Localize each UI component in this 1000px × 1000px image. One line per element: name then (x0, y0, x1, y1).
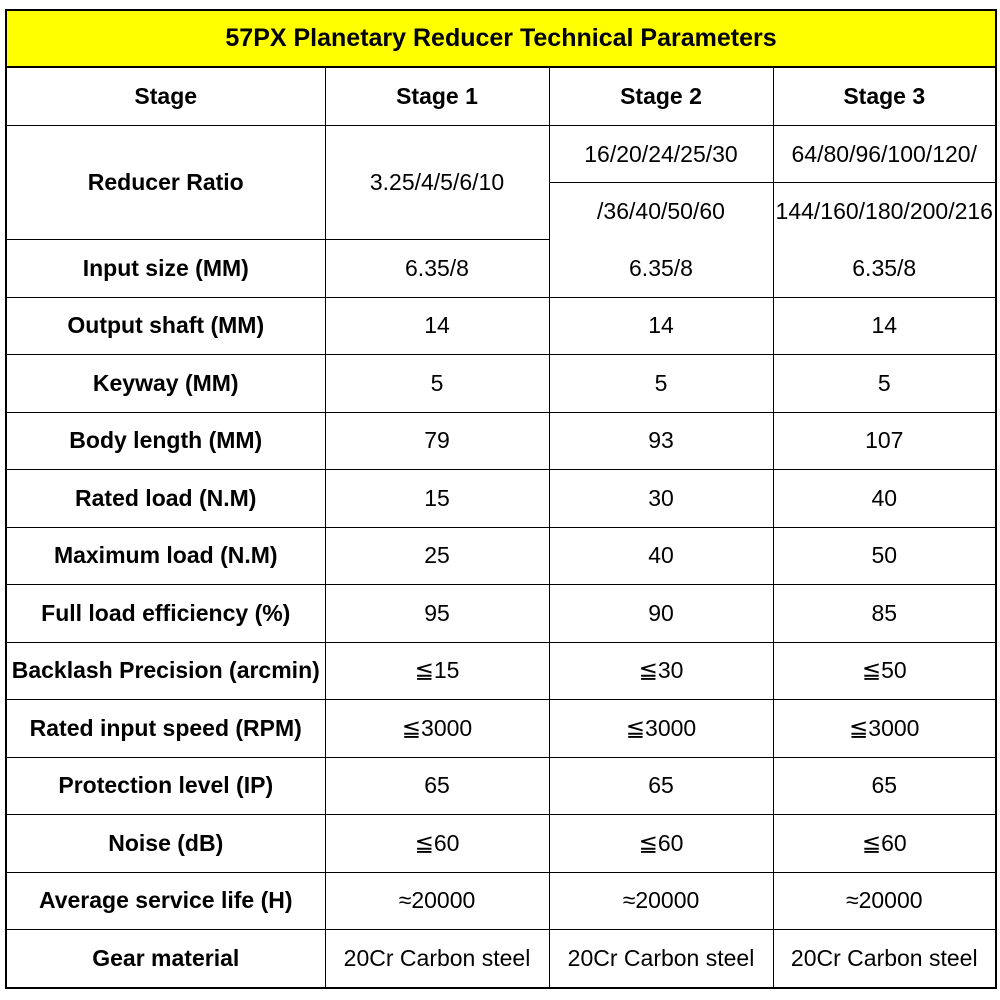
row-value-stage-1: 20Cr Carbon steel (325, 930, 549, 988)
ratio-stage-1: 3.25/4/5/6/10 (325, 126, 549, 240)
row-label: Backlash Precision (arcmin) (7, 642, 325, 700)
row-value-stage-3: 65 (773, 757, 995, 815)
table-row (7, 240, 995, 298)
row-value-stage-2: 30 (549, 470, 773, 528)
row-value-stage-1: ≦60 (325, 815, 549, 873)
ratio-stage-3-line-1: 64/80/96/100/120/ (773, 126, 995, 183)
row-value-stage-1: 5 (325, 355, 549, 413)
row-value-stage-1: 65 (325, 757, 549, 815)
row-label: Maximum load (N.M) (7, 527, 325, 585)
parameters-table (7, 68, 995, 987)
row-value-stage-2: 5 (549, 355, 773, 413)
header-stage: Stage (7, 68, 325, 126)
ratio-label: Reducer Ratio (7, 126, 325, 240)
row-label: Rated input speed (RPM) (7, 700, 325, 758)
row-value-stage-3: 107 (773, 412, 995, 470)
row-value-stage-1: ≦15 (325, 642, 549, 700)
table-row (7, 757, 995, 815)
header-stage-1: Stage 1 (325, 68, 549, 126)
row-value-stage-2: 6.35/8 (549, 240, 773, 298)
table-row (7, 815, 995, 873)
table-row (7, 872, 995, 930)
row-value-stage-1: 15 (325, 470, 549, 528)
row-label: Protection level (IP) (7, 757, 325, 815)
ratio-row-top (7, 126, 995, 183)
table-title: 57PX Planetary Reducer Technical Parameters (7, 11, 995, 68)
table-row (7, 585, 995, 643)
row-label: Body length (MM) (7, 412, 325, 470)
ratio-stage-3-line-2: 144/160/180/200/216 (773, 183, 995, 240)
ratio-stage-2-line-1: 16/20/24/25/30 (549, 126, 773, 183)
row-label: Full load efficiency (%) (7, 585, 325, 643)
table-row (7, 412, 995, 470)
parameters-sheet (5, 9, 997, 989)
row-label: Gear material (7, 930, 325, 988)
row-value-stage-1: 25 (325, 527, 549, 585)
row-value-stage-3: 40 (773, 470, 995, 528)
row-value-stage-3: ≦50 (773, 642, 995, 700)
header-row (7, 68, 995, 126)
row-label: Rated load (N.M) (7, 470, 325, 528)
row-value-stage-2: ≦30 (549, 642, 773, 700)
row-label: Output shaft (MM) (7, 297, 325, 355)
row-value-stage-2: 65 (549, 757, 773, 815)
row-value-stage-2: 90 (549, 585, 773, 643)
header-stage-3: Stage 3 (773, 68, 995, 126)
table-row (7, 642, 995, 700)
row-value-stage-3: 50 (773, 527, 995, 585)
table-row (7, 297, 995, 355)
row-value-stage-2: 40 (549, 527, 773, 585)
row-value-stage-2: 93 (549, 412, 773, 470)
row-value-stage-1: 6.35/8 (325, 240, 549, 298)
row-label: Average service life (H) (7, 872, 325, 930)
row-value-stage-3: ≦3000 (773, 700, 995, 758)
row-value-stage-3: ≦60 (773, 815, 995, 873)
row-value-stage-3: 20Cr Carbon steel (773, 930, 995, 988)
row-value-stage-3: ≈20000 (773, 872, 995, 930)
row-value-stage-3: 85 (773, 585, 995, 643)
row-label: Keyway (MM) (7, 355, 325, 413)
table-row (7, 527, 995, 585)
table-row (7, 470, 995, 528)
row-value-stage-2: 20Cr Carbon steel (549, 930, 773, 988)
table-row (7, 930, 995, 988)
row-value-stage-2: ≈20000 (549, 872, 773, 930)
row-value-stage-1: ≦3000 (325, 700, 549, 758)
row-value-stage-3: 14 (773, 297, 995, 355)
header-stage-2: Stage 2 (549, 68, 773, 126)
row-value-stage-1: 95 (325, 585, 549, 643)
row-value-stage-3: 6.35/8 (773, 240, 995, 298)
row-value-stage-2: ≦3000 (549, 700, 773, 758)
row-value-stage-2: ≦60 (549, 815, 773, 873)
row-value-stage-3: 5 (773, 355, 995, 413)
row-label: Noise (dB) (7, 815, 325, 873)
row-value-stage-1: 14 (325, 297, 549, 355)
row-value-stage-1: 79 (325, 412, 549, 470)
ratio-stage-2-line-2: /36/40/50/60 (549, 183, 773, 240)
row-value-stage-2: 14 (549, 297, 773, 355)
parameter-rows (7, 240, 995, 988)
table-row (7, 700, 995, 758)
row-label: Input size (MM) (7, 240, 325, 298)
row-value-stage-1: ≈20000 (325, 872, 549, 930)
table-row (7, 355, 995, 413)
